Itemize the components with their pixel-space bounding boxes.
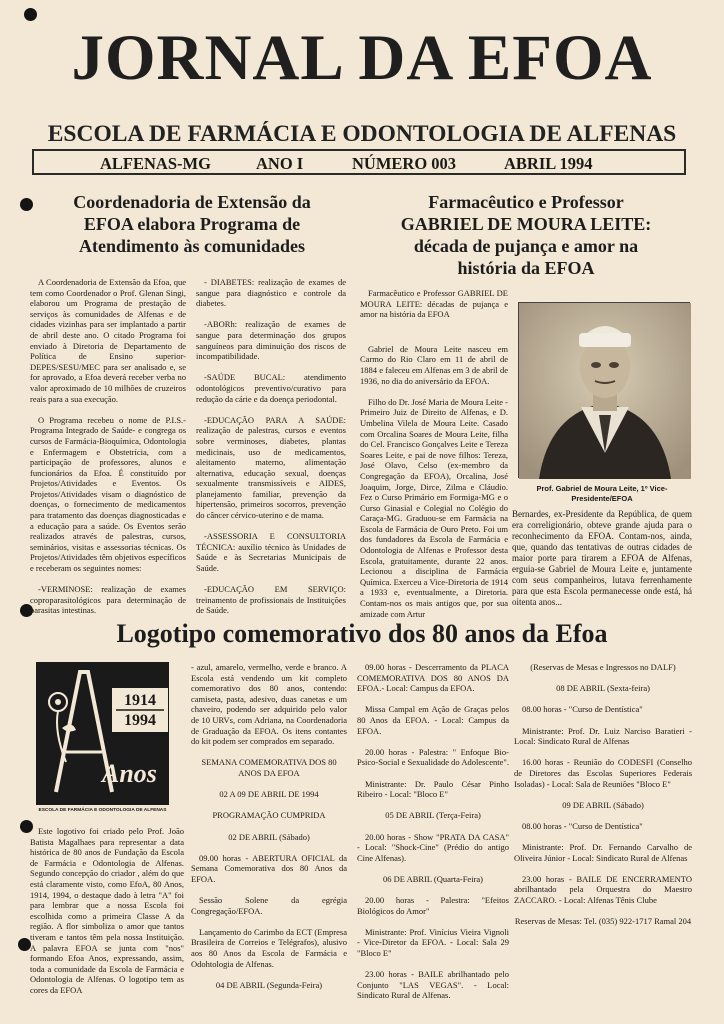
- paragraph: - azul, amarelo, vermelho, verde e branco. A Escola está vendendo um kit completo comemorativo dos 80 anos, contendo: camiseta, pasta, adesivo, duas canetas e um chaveiro, podendo ser adquirido pelo valor de 10 URVs, com Adriana, na Coordenadoria de Graduação da EFOA. Os itens contantes do kit podem ser comprados em separado.: [191, 662, 347, 747]
- headline-line: GABRIEL DE MOURA LEITE:: [400, 214, 652, 234]
- headline-line: Farmacêutico e Professor: [428, 192, 624, 212]
- article3-column-2: [191, 662, 347, 990]
- paragraph: -ASSESSORIA E CONSULTORIA TÉCNICA: auxílio técnico às Unidades de Saúde e às Secretarias Municipais de Saúde.: [196, 531, 346, 574]
- paragraph: O Programa recebeu o nome de P.I.S.-Programa Integrado de Saúde- e congrega os cursos de Farmácia-Bioquímica, Odontologia e Enfermagem e Obstetrícia, com a participação de professores, alunos e funcionários da Efoa. É constituído por Projetos/Atividades e Eventos. Os Projetos/Atividades visam o diagnóstico de doenças, o fornecimento de medicamentos para tratamento das doenças diagnosticadas e a educação para a saúde. Os Eventos serão realizados através de palestras, cursos, seminários, visitas e assessorias técnicas. Os Projetos/Atividades têm objetivos específicos e receberam os seguintes nomes:: [30, 414, 186, 574]
- program-dates: 02 A 09 DE ABRIL DE 1994: [219, 789, 319, 800]
- paragraph: -EDUCAÇÃO EM SERVIÇO: treinamento de profissionais de Instituições de Saúde.: [196, 584, 346, 616]
- issue-year: ANO I: [256, 154, 304, 173]
- headline-line: história da EFOA: [457, 258, 595, 278]
- logo-year-end: 1994: [124, 712, 156, 729]
- logo-artwork: [36, 662, 169, 817]
- program-event: Ministrante: Prof. Dr. Luiz Narciso Baratieri - Local: Sindicato Rural de Alfenas: [514, 725, 692, 747]
- program-event: 09.00 horas - Descerramento da PLACA COMEMORATIVA DOS 80 ANOS DA EFOA.- Local: Campus da EFOA.: [357, 662, 509, 694]
- paragraph: A Coordenadoria de Extensão da Efoa, que tem como Coordenador o Prof. Glenan Singi, elaborou um Programa de prestação de serviços às comunidades de Alfenas e de cidades vizinhas para ser implantado a partir de abril deste ano. O citado Programa foi enviado à Diretoria de Departamento de Política de Ensino superior-DEPES/SESU/MEC para ser analisado e, se for aprovado, a Efoa deverá receber verba no valor aproximado de 10 milhões de cruzeiros reais para a sua execução.: [30, 277, 186, 404]
- article2-column-2: [512, 509, 692, 605]
- paragraph: -SAÚDE BUCAL: atendimento odontológicos preventivo/curativo para redução da cárie e da doença periodontal.: [196, 372, 346, 404]
- program-event: Ministrante: Prof. Vinícius Vieira Vignoli - Vice-Diretor da EFOA. - Local: Sala 29 "Bloco E": [357, 926, 509, 959]
- paragraph: Farmacêutico e Professor GABRIEL DE MOURA LEITE: décadas de pujança e amor na história da EFOA: [360, 288, 508, 320]
- paragraph: -ABORh: realização de exames de sangue para determinação dos grupos sanguíneos para diminuição dos riscos de incompatibilidade.: [196, 319, 346, 362]
- program-day: 08 DE ABRIL (Sexta-feira): [556, 683, 650, 694]
- logo-year-start: 1914: [124, 692, 156, 709]
- masthead-title: JORNAL DA EFOA: [71, 22, 653, 94]
- article2-column-1: [360, 288, 508, 619]
- paragraph: - DIABETES: realização de exames de sangue para diagnóstico e controle da diabetes.: [196, 277, 346, 309]
- headline-line: Atendimento às comunidades: [78, 236, 306, 256]
- program-event: Ministrante: Prof. Dr. Fernando Carvalho de Oliveira Júnior - Local: Sindicato Rural de Alfenas: [514, 842, 692, 863]
- binder-hole: [20, 198, 33, 211]
- paragraph: Gabriel de Moura Leite nasceu em Carmo do Rio Claro em 11 de abril de 1884 e faleceu em Alfenas em 3 de abril de 1936, no dia do aniversário da EFOA.: [360, 343, 508, 386]
- logo-footer: ESCOLA DE FARMÁCIA E ODONTOLOGIA DE ALFENAS: [38, 808, 167, 813]
- program-subtitle: PROGRAMAÇÃO CUMPRIDA: [212, 810, 326, 821]
- article1-column-1: [30, 277, 186, 616]
- program-event: 20.00 horas - Palestra: " Enfoque Bio-Psico-Social e Sexualidade do Adolescente".: [357, 746, 509, 768]
- anniversary-logo: [36, 662, 169, 817]
- program-event: Missa Campal em Ação de Graças pelos 80 Anos da EFOA. - Local: Campus da EFOA.: [357, 704, 509, 736]
- logo-anos: Anos: [102, 759, 157, 788]
- paragraph: -VERMINOSE: realização de exames coproparasitológicos para determinação de parasitas intestinas.: [30, 584, 186, 616]
- program-day: 09 DE ABRIL (Sábado): [562, 799, 644, 810]
- article2-headline: [356, 191, 696, 279]
- headline-line: EFOA elabora Programa de: [83, 214, 301, 234]
- paragraph: Este logotivo foi criado pelo Prof. João Batista Magalhaes para representar a data histórica de 80 anos de Fundação da Escola de Farmácia e Odontologia de Alfenas. Segundo concepção do criador , além do que está claramente visto, como EfoA, 80 Anos, 1914, 1994, o destaque dado à letra "A" foi para lembrar que a nossa Escola foi escolhida como a primeira Classe A da região. A flor simboliza o amor que tantos tiveram e tantos têm pela nossa Instituição. A palavra EFOA se junta com "nos" formando Efoa Anos, expressando, assim, toda a comunidade da Escola de Farmácia e Odontologia de Alfenas. O logotipo tem as cores da EFOA: [30, 826, 184, 995]
- article3-headline: Logotipo comemorativo dos 80 anos da Efoa: [116, 619, 608, 648]
- program-event: Ministrante: Dr. Paulo César Pinho Ribeiro - Local: "Bloco E": [357, 778, 509, 800]
- program-event: Lançamento do Carimbo da ECT (Empresa Brasileira de Correios e Telégrafos), alusivo aos 80 Anos da Escola de Farmácia e Odohtologia de Alfenas.: [191, 926, 347, 969]
- article1-column-2: [196, 277, 346, 616]
- article3-column-4: [514, 662, 692, 962]
- program-event: 08.00 horas - "Curso de Dentística": [522, 820, 643, 831]
- program-day: 02 DE ABRIL (Sábado): [228, 831, 310, 842]
- program-title: SEMANA COMEMORATIVA DOS 80 ANOS DA EFOA: [201, 757, 337, 778]
- program-note: (Reservas de Mesas e Ingressos no DALF): [530, 662, 676, 672]
- program-event: 16.00 horas - Reunião do CODESFI (Conselho de Diretores das Escolas Superiores Federais Isoladas) - Local: Sala de Reuniões "Bloco E": [514, 757, 692, 789]
- program-event: 20.00 horas - Show "PRATA DA CASA" - Local: "Shock-Cine" (Prédio do antigo Cine Alfenas).: [357, 831, 509, 863]
- program-event: 23.00 horas - BAILE abrilhantado pelo Conjunto "LAS VEGAS". - Local: Sindicato Rural de Alfenas.: [357, 969, 509, 1001]
- program-note: Reservas de Mesas: Tel. (035) 922-1717 Ramal 204: [514, 916, 692, 927]
- program-day: 06 DE ABRIL (Quarta-Feira): [382, 873, 483, 884]
- article1-headline: [36, 191, 348, 257]
- program-event: 08.00 horas - "Curso de Dentística": [522, 704, 643, 715]
- issue-number: NÚMERO 003: [352, 154, 457, 173]
- portrait-illustration: [519, 303, 691, 479]
- program-day: 05 DE ABRIL (Terça-Feira): [385, 810, 481, 821]
- program-day: 04 DE ABRIL (Segunda-Feira): [215, 979, 323, 990]
- program-event: 20.00 horas - Palestra: "Efeitos Biológicos do Amor": [357, 895, 509, 916]
- masthead-subtitle: ESCOLA DE FARMÁCIA E ODONTOLOGIA DE ALFENAS: [47, 121, 677, 147]
- program-event: Sessão Solene da egrégia Congregação/EFOA.: [191, 895, 347, 916]
- paragraph: -EDUCAÇÃO PARA A SAÚDE: realização de palestras, cursos e eventos sobre verminoses, diabetes, plantas medicinais, uso de medicamentos, aleitamento materno, alimentação alternativa, educação sexual, doenças sexualmente transmissíveis e AIDES, planejamento familiar, prevenção da hipertensão, primeiros socorros, prevenção do câncer cérvico-uterino e de mama.: [196, 414, 346, 521]
- photo-caption: Prof. Gabriel de Moura Leite, 1º Vice-Presidente/EFOA: [536, 484, 668, 503]
- program-event: 09.00 horas - ABERTURA OFICIAL da Semana Comemorativa dos 80 Anos da EFOA.: [191, 852, 347, 884]
- program-event: 23.00 horas - BAILE DE ENCERRAMENTO abrilhantado pela Orquestra do Maestro ZACCARO. - Local: Alfenas Tênis Clube: [514, 873, 692, 906]
- issue-place: ALFENAS-MG: [100, 154, 211, 173]
- headline-line: Coordenadoria de Extensão da: [73, 192, 311, 212]
- issue-date: ABRIL 1994: [504, 154, 593, 173]
- paragraph: Filho do Dr. José Maria de Moura Leite - Primeiro Juiz de Direito de Alfenas, e D. Umbelina Vilela de Moura Leite. Casado com Orcalina Soares de Moura Leite, filha do Cel. Francisco Gonçalves Leite e Tereza Soares Leite, e pai de nove filhos: Tereza, José Olavo, Celso (ex-membro da Congregação da EFOA), Orcalina, José Joaquim, Jorge, Dirce, Zilma e Cláudio. Fez o Curso Primário em Formiga-MG e o Curso Ginasial e Colegial no Colégio do Caraça-MG. Graduou-se em Farmácia na Escola de Farmácia de Ouro Preto. Foi um dos fundadores da Escola de Farmácia e Odontologia de Alfenas e Professor desta Escola, gratuitamente, durante 22 anos. Lecionou a disciplina de Farmácia Química. Exerceu a Vice-Diretoria de 1914 a 1933 e, eventualmente, a Diretoria. Contam-nos os mais antigos que, por sua amizade com Artur: [360, 396, 508, 619]
- portrait-photo: [518, 302, 690, 478]
- headline-line: década de pujança e amor na: [413, 236, 639, 256]
- article3-column-3: [357, 662, 509, 1001]
- issue-info-bar: [32, 149, 686, 175]
- article3-column-1: [30, 826, 184, 995]
- paragraph: Bernardes, ex-Presidente da República, de quem era correligionário, obteve grande ajuda para o reconhecimento da EFOA. Contam-nos, ainda, que, quando das tentativas de outras cidades de maior porte para tirarem a EFOA de Alfenas, erguia-se Gabriel de Moura Leite e, juntamente com seus companheiros, lutava ferrenhamente para que esta Escola permanecesse onde está, há oitenta anos...: [512, 509, 692, 607]
